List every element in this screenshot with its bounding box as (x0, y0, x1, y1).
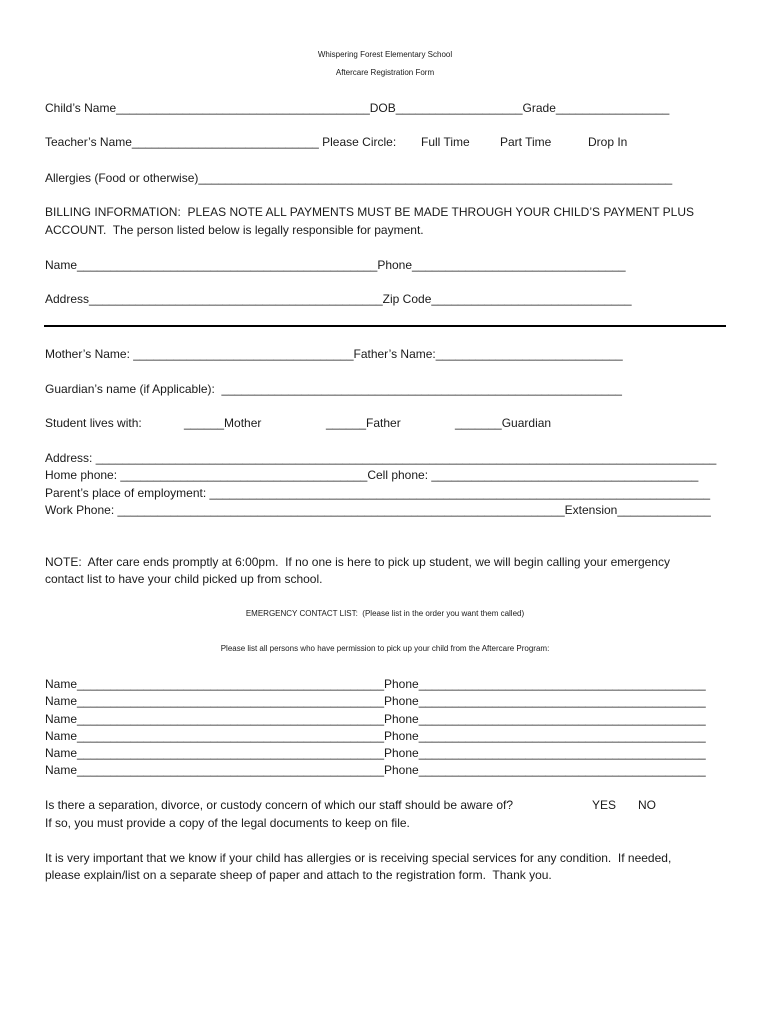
form-title: Aftercare Registration Form (335, 68, 435, 77)
emergency-contact-title: EMERGENCY CONTACT LIST: (Please list in the order you want them called) (245, 609, 525, 618)
closing-line-1: It is very important that we know if your child has allergies or is receiving special services for any condition. If needed, (45, 851, 672, 865)
lives-with-mother[interactable]: ______Mother (184, 416, 262, 430)
billing-address-zip-field[interactable]: Address____________________________________________Zip Code______________________________ (45, 292, 632, 306)
employment-field[interactable]: Parent’s place of employment: ___________________________________________________________________________ (45, 486, 711, 500)
mother-father-name-field[interactable]: Mother’s Name: _________________________________Father’s Name:____________________________ (45, 347, 623, 361)
lives-with-guardian[interactable]: _______Guardian (455, 416, 552, 430)
billing-note-line-1: BILLING INFORMATION: PLEAS NOTE ALL PAYMENTS MUST BE MADE THROUGH YOUR CHILD’S PAYMENT PLUS (45, 205, 695, 219)
emergency-contact-row[interactable]: Name______________________________________________Phone___________________________________________ (45, 729, 706, 743)
custody-question: Is there a separation, divorce, or custody concern of which our staff should be aware of? (45, 798, 514, 812)
billing-note-line-2: ACCOUNT. The person listed below is legally responsible for payment. (45, 223, 424, 237)
school-name: Whispering Forest Elementary School (317, 50, 453, 59)
emergency-contact-row[interactable]: Name______________________________________________Phone___________________________________________ (45, 763, 706, 777)
option-drop-in[interactable]: Drop In (588, 135, 628, 149)
home-cell-phone-field[interactable]: Home phone: _____________________________________Cell phone: ________________________________________ (45, 468, 699, 482)
billing-name-phone-field[interactable]: Name_____________________________________________Phone________________________________ (45, 258, 626, 272)
custody-yes-option[interactable]: YES (592, 798, 617, 812)
option-full-time[interactable]: Full Time (421, 135, 470, 149)
lives-with-label: Student lives with: (45, 416, 142, 430)
emergency-contact-row[interactable]: Name______________________________________________Phone___________________________________________ (45, 677, 706, 691)
custody-no-option[interactable]: NO (638, 798, 656, 812)
option-part-time[interactable]: Part Time (500, 135, 552, 149)
teacher-name-field[interactable]: Teacher’s Name____________________________ Please Circle: (45, 135, 397, 149)
emergency-contact-row[interactable]: Name______________________________________________Phone___________________________________________ (45, 746, 706, 760)
note-line-2: contact list to have your child picked up from school. (45, 572, 323, 586)
work-phone-extension-field[interactable]: Work Phone: ___________________________________________________________________Extension______________ (45, 503, 711, 517)
parent-address-field[interactable]: Address: _____________________________________________________________________________________________ (45, 451, 717, 465)
lives-with-father[interactable]: ______Father (326, 416, 401, 430)
allergies-field[interactable]: Allergies (Food or otherwise)_______________________________________________________________________ (45, 171, 673, 185)
closing-line-2: please explain/list on a separate sheep of paper and attach to the registration form. Thank you. (45, 868, 552, 882)
section-divider (44, 325, 726, 327)
custody-note: If so, you must provide a copy of the legal documents to keep on file. (45, 816, 410, 830)
emergency-contact-row[interactable]: Name______________________________________________Phone___________________________________________ (45, 712, 706, 726)
emergency-contact-instruction: Please list all persons who have permission to pick up your child from the Aftercare Program: (220, 644, 550, 653)
guardian-name-field[interactable]: Guardian’s name (if Applicable): ____________________________________________________________ (45, 382, 622, 396)
note-line-1: NOTE: After care ends promptly at 6:00pm. If no one is here to pick up student, we will begin calling your emergency (45, 555, 670, 569)
emergency-contact-row[interactable]: Name______________________________________________Phone___________________________________________ (45, 694, 706, 708)
child-name-dob-grade-field[interactable]: Child’s Name______________________________________DOB___________________Grade_________________ (45, 101, 670, 115)
